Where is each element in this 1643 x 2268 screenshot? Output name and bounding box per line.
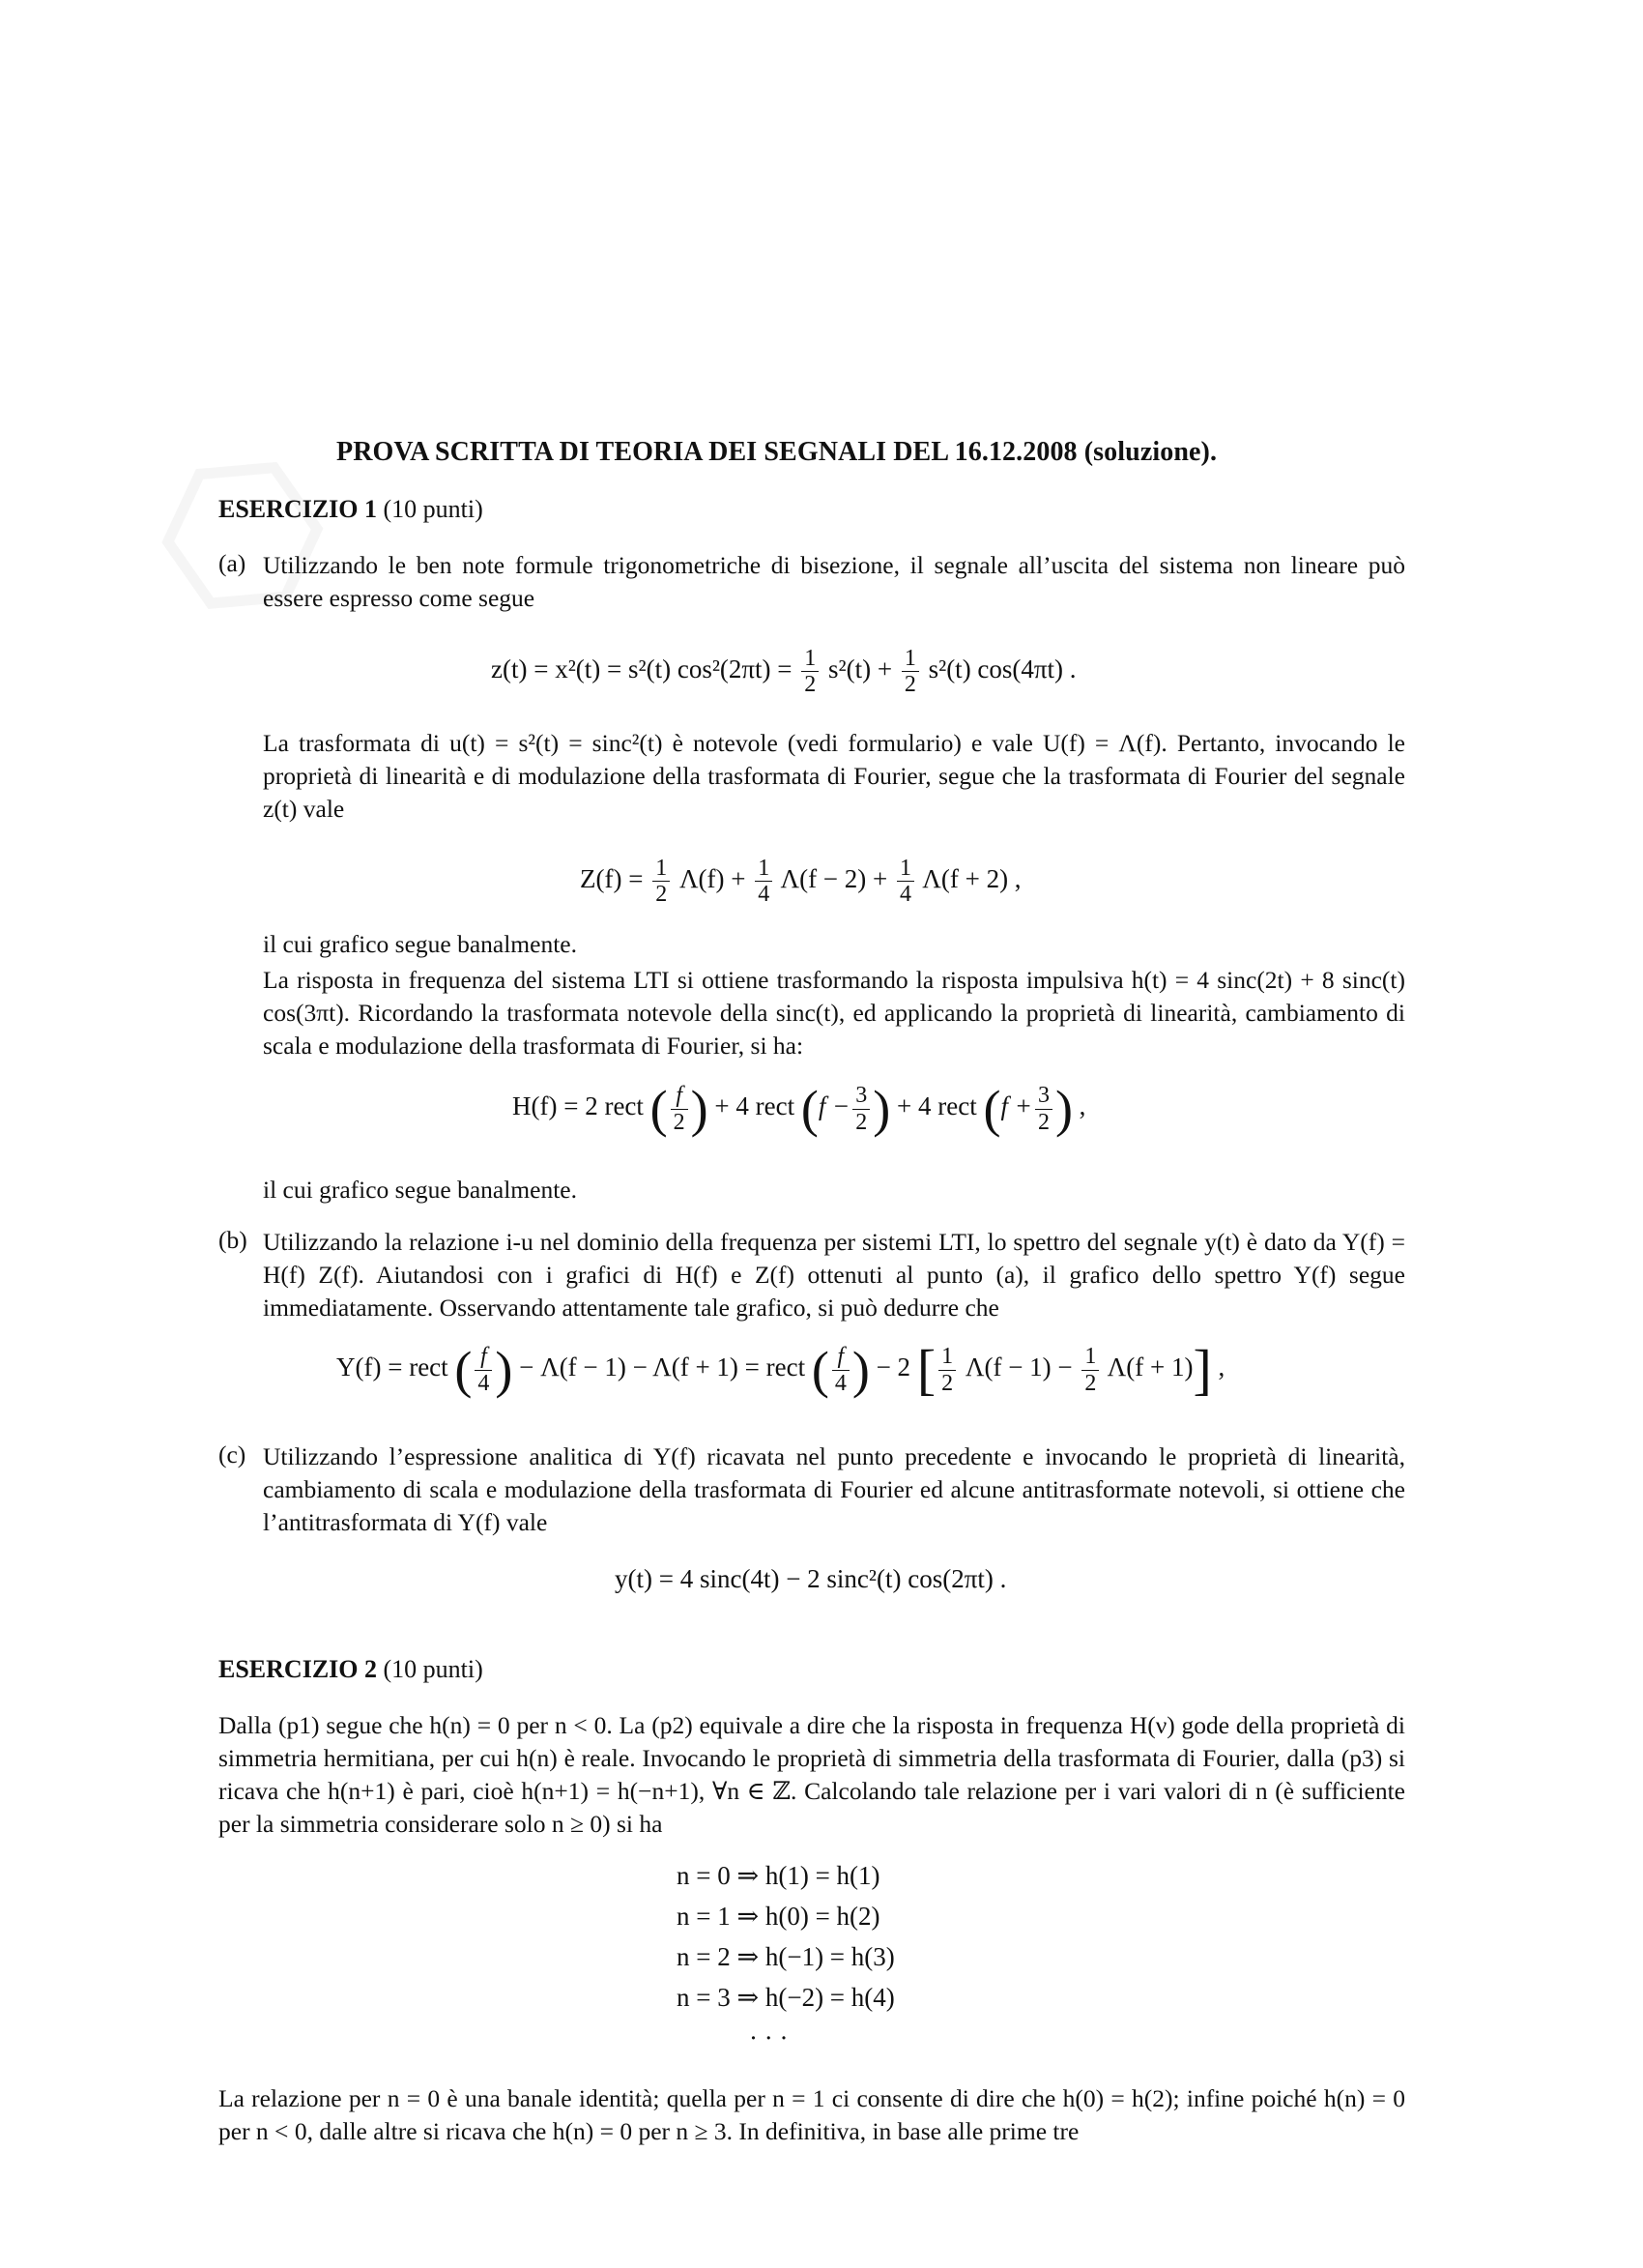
eq4-mid: − Λ(f − 1) − Λ(f + 1) = rect — [519, 1352, 806, 1382]
eq1-frac-1: $\frac{1}{2}$ — [801, 646, 819, 698]
exercise-2-paragraph-2 — [218, 2082, 1405, 2148]
exercise-2-paragraph-1 — [218, 1709, 1405, 1841]
equation-Y: Y(f) = rect ( $\frac{f}{4}$ ) − Λ(f − 1) − Λ(f + 1) = rect ( $\frac{f}{4}$ ) − 2 [ $\frac{1}{2}$ Λ(f − 1) − $\frac{1}{2}$ Λ(f + 1)] , — [336, 1338, 1225, 1401]
relations-table — [677, 1861, 895, 2064]
item-a-text-3: il cui grafico segue banalmente. — [263, 930, 577, 958]
exercise-2-text-1: Dalla (p1) segue che h(n) = 0 per n < 0. La (p2) equivale a dire che la risposta in frequenza H(ν) gode della proprietà di simmetria hermitiana, per cui h(n) è reale. Invocando le proprietà di simmetria della trasformata di Fourier, dalla (p3) si ricava che h(n+1) è pari, cioè h(n+1) = h(−n+1), ∀n ∈ ℤ. Calcolando tale relazione per i vari valori di n (è sufficiente per la simmetria considerare solo n ≥ 0) si ha — [218, 1711, 1405, 1838]
equation-Z: Z(f) = $\frac{1}{2}$ Λ(f) + $\frac{1}{4}$ Λ(f − 2) + $\frac{1}{4}$ Λ(f + 2) , — [580, 856, 1022, 908]
eq4-lhs: Y(f) = rect — [336, 1352, 448, 1382]
relation-row: n = 1 ⇒ h(0) = h(2) — [677, 1902, 880, 1931]
equation-H: H(f) = 2 rect ( $\frac{f}{2}$ ) + 4 rect (f − $\frac{3}{2}$ ) + 4 rect (f + $\frac{3}{2}$ ) , — [512, 1080, 1086, 1138]
eq2-term-3: Λ(f + 2) , — [922, 864, 1022, 894]
eq2-lhs: Z(f) = — [580, 864, 644, 894]
relation-row: · · · — [749, 2023, 789, 2052]
exercise-2-text-2: La relazione per n = 0 è una banale identità; quella per n = 1 ci consente di dire che h(0) = h(2); infine poiché h(n) = 0 per n < 0, dalle altre si ricava che h(n) = 0 per n ≥ 3. In definitiva, in base alle prime tre — [218, 2084, 1405, 2145]
exercise-1-heading — [218, 495, 483, 524]
item-a-paragraph-3 — [263, 928, 1405, 961]
item-a-paragraph-5 — [263, 1174, 1405, 1207]
item-a-paragraph-1 — [263, 549, 1405, 615]
item-b-label: (b) — [218, 1226, 247, 1254]
item-b-paragraph — [263, 1226, 1405, 1324]
relation-row: n = 0 ⇒ h(1) = h(1) — [677, 1861, 880, 1890]
eq3-term-3: + 4 rect — [897, 1091, 977, 1121]
item-c-label: (c) — [218, 1440, 246, 1468]
item-a-paragraph-4 — [263, 964, 1405, 1062]
exercise-2-points: (10 punti) — [383, 1655, 483, 1683]
exercise-1-title: ESERCIZIO 1 — [218, 495, 377, 523]
relation-row: n = 3 ⇒ h(−2) = h(4) — [677, 1983, 895, 2012]
item-a-label: (a) — [218, 549, 246, 577]
item-a-text-2: La trasformata di u(t) = s²(t) = sinc²(t) è notevole (vedi formulario) e vale U(f) = Λ(f). Pertanto, invocando le proprietà di linearità e di modulazione della trasformata di Fourier, segue che la trasformata di Fourier del segnale z(t) vale — [263, 729, 1405, 823]
eq1-mid-1: s²(t) + — [828, 654, 893, 684]
relation-row: n = 2 ⇒ h(−1) = h(3) — [677, 1942, 895, 1971]
eq2-term-1: Λ(f) + — [678, 864, 746, 894]
exercise-1-points: (10 punti) — [383, 495, 483, 523]
item-a-paragraph-2 — [263, 727, 1405, 826]
item-b-text: Utilizzando la relazione i-u nel dominio della frequenza per sistemi LTI, lo spettro del segnale y(t) è dato da Y(f) = H(f) Z(f). Aiutandosi con i grafici di H(f) e Z(f) ottenuti al punto (a), il grafico dello spettro Y(f) segue immediatamente. Osservando attentamente tale grafico, si può dedurre che — [263, 1228, 1405, 1322]
item-a-text-1: Utilizzando le ben note formule trigonometriche di bisezione, il segnale all’uscita del sistema non lineare può essere espresso come segue — [263, 551, 1405, 612]
eq3-term-2: + 4 rect — [714, 1091, 795, 1121]
eq2-term-2: Λ(f − 2) + — [780, 864, 888, 894]
item-a-text-5: il cui grafico segue banalmente. — [263, 1176, 577, 1204]
exercise-2-title: ESERCIZIO 2 — [218, 1655, 377, 1683]
item-c-paragraph — [263, 1440, 1405, 1539]
eq1-mid-2: s²(t) cos(4πt) . — [928, 654, 1077, 684]
eq1-frac-2: $\frac{1}{2}$ — [902, 646, 919, 698]
equation-y: y(t) = 4 sinc(4t) − 2 sinc²(t) cos(2πt) . — [615, 1564, 1007, 1593]
item-c-text: Utilizzando l’espressione analitica di Y(f) ricavata nel punto precedente e invocando le proprietà di linearità, cambiamento di scala e modulazione della trasformata di Fourier ed alcune antitrasformate notevoli, si ottiene che l’antitrasformata di Y(f) vale — [263, 1442, 1405, 1536]
equation-z — [491, 646, 1077, 698]
eq1-lhs: z(t) = x²(t) = s²(t) cos²(2πt) = — [491, 654, 793, 684]
exercise-2-heading — [218, 1655, 483, 1684]
page-title: PROVA SCRITTA DI TEORIA DEI SEGNALI DEL 16.12.2008 (soluzione). — [336, 437, 1218, 467]
eq4-minus-two: − 2 — [876, 1352, 911, 1382]
item-a-text-4: La risposta in frequenza del sistema LTI si ottiene trasformando la risposta impulsiva h(t) = 4 sinc(2t) + 8 sinc(t) cos(3πt). Ricordando la trasformata notevole della sinc(t), ed applicando la proprietà di linearità, cambiamento di scala e modulazione della trasformata di Fourier, si ha: — [263, 966, 1405, 1060]
eq3-lhs: H(f) = 2 rect — [512, 1091, 644, 1121]
